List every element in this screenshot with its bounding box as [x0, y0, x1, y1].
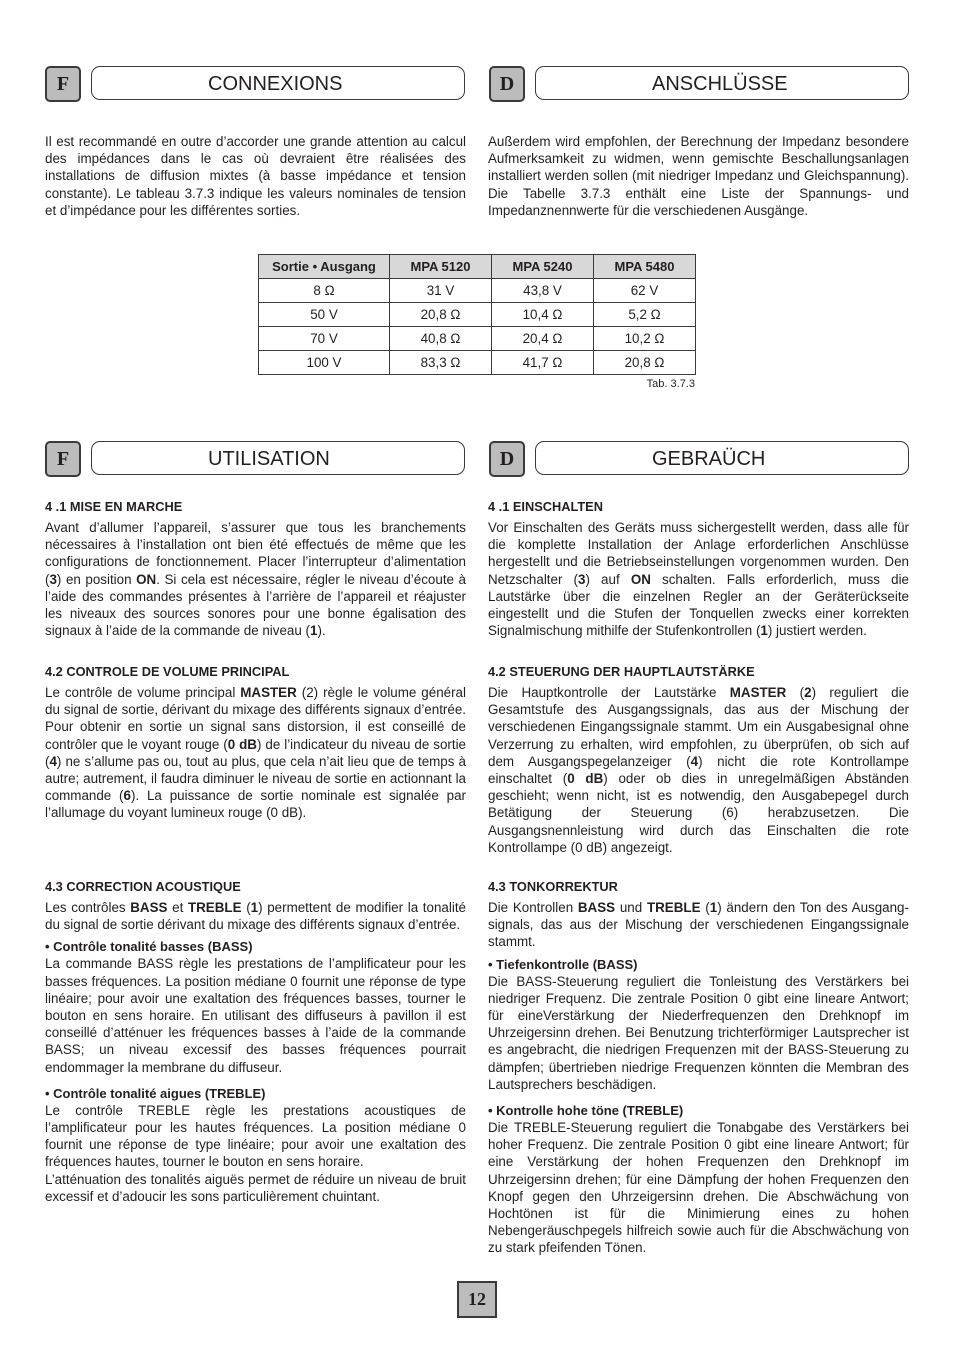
lang-badge-de: D [489, 66, 525, 102]
lang-badge-de: D [489, 441, 525, 477]
table-cell: 43,8 V [492, 279, 594, 303]
header-anschluesse [489, 66, 909, 102]
section-paragraph: Les contrôles BASS et TREBLE (1) permettent de modifier la tonalité du signal de sortie dérivant du mixage des différents signaux d’entrée. [45, 900, 466, 933]
section-paragraph: Die Kontrollen BASS und TREBLE (1) ändern den Ton des Ausgang-signals, das aus der Mischung der verschiedenen Eingangssignale stammt. [488, 900, 909, 950]
fr-section-4-1 [45, 498, 466, 639]
table-cell: 62 V [594, 279, 696, 303]
subsection-heading: • Contrôle tonalité basses (BASS) [45, 939, 253, 955]
section-paragraph: Die TREBLE-Steuerung reguliert die Tonabgabe des Verstärkers bei hoher Frequenz. Die zentrale Position 0 gibt eine lineare Antwort; für eine Verstärkung der hohen Frequenzen den Drehknopf im Uhrzeigersinn drehen; für eine Dämpfung der hohen Frequenzen den Knopf gegen den Uhrzeigersinn drehen. Die Abschwächung von Hochtönen ist für die Minimierung eines zu hohen Nebengeräuschpegels hilfreich sowie auch für die Abschwächung von zu stark pfeifenden Tönen. [488, 1120, 909, 1256]
anschluesse-de-block [488, 133, 909, 219]
table-row [259, 351, 696, 375]
table-cell: 20,8 Ω [390, 303, 492, 327]
table-cell: 31 V [390, 279, 492, 303]
section-title-connexions: CONNEXIONS [91, 66, 465, 100]
table-row [259, 279, 696, 303]
section-paragraph: Avant d’allumer l’appareil, s’assurer que tous les branchements nécessaires à l’installation ont bien été effectués de même que les configurations de fonctionnement. Placer l’interrupteur d’alimentation (3) en position ON. Si cela est nécessaire, régler le niveau d’écoute à l’aide des commandes présentes à l’arrière de l’appareil et réajuster les niveaux des sources sonores pour une bonne égalisation des signaux à l’aide de la commande de niveau (1). [45, 520, 466, 639]
table-header-row [259, 255, 696, 279]
table-cell: 20,4 Ω [492, 327, 594, 351]
table-cell: 70 V [259, 327, 390, 351]
de-section-4-1 [488, 498, 909, 639]
section-title-utilisation: UTILISATION [91, 441, 465, 475]
anschluesse-de-text: Außerdem wird empfohlen, der Berechnung der Impedanz besondere Aufmerksamkeit zu widmen, wenn gemischte Beschallungsanlagen installiert werden sollen (mit niedriger Impedanz und Gleichspannung). Die Tabelle 3.7.3 enthält eine Liste der Spannungs- und Impedanznennwerte für die verschiedenen Ausgänge. [488, 134, 909, 218]
table-cell: 20,8 Ω [594, 351, 696, 375]
subsection-heading: • Contrôle tonalité aigues (TREBLE) [45, 1085, 266, 1101]
section-heading: 4.2 CONTROLE DE VOLUME PRINCIPAL [45, 664, 290, 679]
table-cell: 10,4 Ω [492, 303, 594, 327]
header-utilisation [45, 441, 465, 477]
section-paragraph: Le contrôle de volume principal MASTER (2) règle le volume général du signal de sortie, dérivant du mixage des différents signaux d’entrée. Pour obtenir en sortie un signal sans distorsion, il est conseillé de contrôler que le voyant rouge (0 dB) de l’indicateur du niveau de sortie (4) ne s’allume pas ou, tout au plus, que cela n’ait lieu que de temps à autre; autrement, il faudra diminuer le niveau de sortie en actionnant la commande (6). La puissance de sortie nominale est signalée par l’allumage du voyant lumineux rouge (0 dB). [45, 685, 467, 821]
section-paragraph: La commande BASS règle les prestations de l’amplificateur pour les basses fréquences. La position médiane 0 fournit une réponse de type linéaire; pour avoir une exaltation des fréquences basses, tourner le bouton en sens horaire. En utilisant des diffuseurs à pavillon il est conseillé d’atténuer les fréquences basses à l’aide de la commande BASS; un niveau excessif des basses fréquences pourrait endommager la membrane du diffuseur. [45, 956, 466, 1075]
lang-badge-fr: F [45, 66, 81, 102]
table-cell: 40,8 Ω [390, 327, 492, 351]
impedance-table [258, 254, 696, 375]
table-header-cell: MPA 5480 [594, 255, 696, 279]
fr-section-4-3 [45, 878, 466, 1205]
page-number: 12 [457, 1281, 497, 1318]
section-heading: 4.2 STEUERUNG DER HAUPTLAUTSTÄRKE [488, 664, 755, 679]
section-paragraph: Die Hauptkontrolle der Lautstärke MASTER (2) reguliert die Gesamtstufe des Ausgangssignals, das aus der Mischung der verschiedenen Eingangssignale stammt. Um ein Ausgabesignal ohne Verzerrung zu erhalten, wird empfohlen, zu überprüfen, ob sich auf dem Ausgangspegelanzeiger (4) nicht die rote Kontrollampe einschaltet (0 dB) oder ob dies in unregelmäßigen Abständen geschieht; wenn nicht, ist es notwendig, den Ausgabepegel durch Betätigung der Steuerung (6) herabzusetzen. Die Ausgangsnennleistung wird durch das Einschalten die rote Kontrollampe (0 dB) angezeigt. [488, 685, 909, 855]
section-heading: 4.3 TONKORREKTUR [488, 879, 618, 894]
section-heading: 4 .1 MISE EN MARCHE [45, 499, 183, 514]
table-row [259, 303, 696, 327]
section-title-anschluesse: ANSCHLÜSSE [535, 66, 909, 100]
de-section-4-3 [488, 878, 909, 1257]
section-heading: 4 .1 EINSCHALTEN [488, 499, 603, 514]
table-cell: 8 Ω [259, 279, 390, 303]
section-heading: 4.3 CORRECTION ACOUSTIQUE [45, 879, 241, 894]
section-paragraph: L’atténuation des tonalités aiguës permet de réduire un niveau de bruit excessif et d’adoucir les sons particulièrement chuintant. [45, 1171, 466, 1204]
table-header-cell: MPA 5120 [390, 255, 492, 279]
section-paragraph: Die BASS-Steuerung reguliert die Tonleistung des Verstärkers bei niedriger Frequenz. Die zentrale Position 0 gibt eine lineare Antwort; für eineVerstärkung der Niederfrequenzen den Drehknopf im Uhrzeigersinn drehen. Bei Benutzung trichterförmiger Lautsprecher ist es angebracht, die niedrigen Frequenzen mit der BASS-Steuerung zu dämpfen; übertrieben niedrige Frequenzen könnten die Membran des Lautsprechers beschädigen. [488, 973, 909, 1092]
fr-section-4-2 [45, 663, 466, 822]
table-cell: 10,2 Ω [594, 327, 696, 351]
table-cell: 100 V [259, 351, 390, 375]
table-cell: 41,7 Ω [492, 351, 594, 375]
section-paragraph: Le contrôle TREBLE règle les prestations acoustiques de l’amplificateur pour les hautes fréquences. La position médiane 0 fournit une réponse de type linéaire; pour avoir une exaltation des fréquences hautes, tourner le bouton en sens horaire. [45, 1102, 466, 1170]
table-caption: Tab. 3.7.3 [646, 378, 695, 390]
table-cell: 83,3 Ω [390, 351, 492, 375]
header-connexions [45, 66, 465, 102]
subsection-heading: • Tiefenkontrolle (BASS) [488, 956, 638, 972]
table-cell: 5,2 Ω [594, 303, 696, 327]
table-header-cell: MPA 5240 [492, 255, 594, 279]
table-cell: 50 V [259, 303, 390, 327]
table-header-cell: Sortie • Ausgang [259, 255, 390, 279]
subsection-heading: • Kontrolle hohe töne (TREBLE) [488, 1103, 684, 1119]
de-section-4-2 [488, 663, 909, 856]
section-paragraph: Vor Einschalten des Geräts muss sichergestellt werden, dass alle für die komplette Installation der Anlage erforderlichen Anschlüsse hergestellt und die Betriebseinstellungen vorgenommen wurden. Den Netzschalter (3) auf ON schalten. Falls erforderlich, muss die Lautstärke über die einzelnen Regler an der Geräterückseite eingestellt und die Stufen der Tonquellen zwecks einer korrekten Signalmischung mithilfe der Stufenkontrollen (1) justiert werden. [488, 520, 909, 639]
section-title-gebrauch: GEBRAÜCH [535, 441, 909, 475]
lang-badge-fr: F [45, 441, 81, 477]
connexions-fr-block [45, 133, 466, 219]
header-gebrauch [489, 441, 909, 477]
table-row [259, 327, 696, 351]
connexions-fr-text: Il est recommandé en outre d’accorder une grande attention au calcul des impédances dans le cas où devraient être réalisées des installations de diffusion mixtes (à basse impédance et tension constante). Le tableau 3.7.3 indique les valeurs nominales de tension et d’impédance pour les différentes sorties. [45, 134, 466, 218]
